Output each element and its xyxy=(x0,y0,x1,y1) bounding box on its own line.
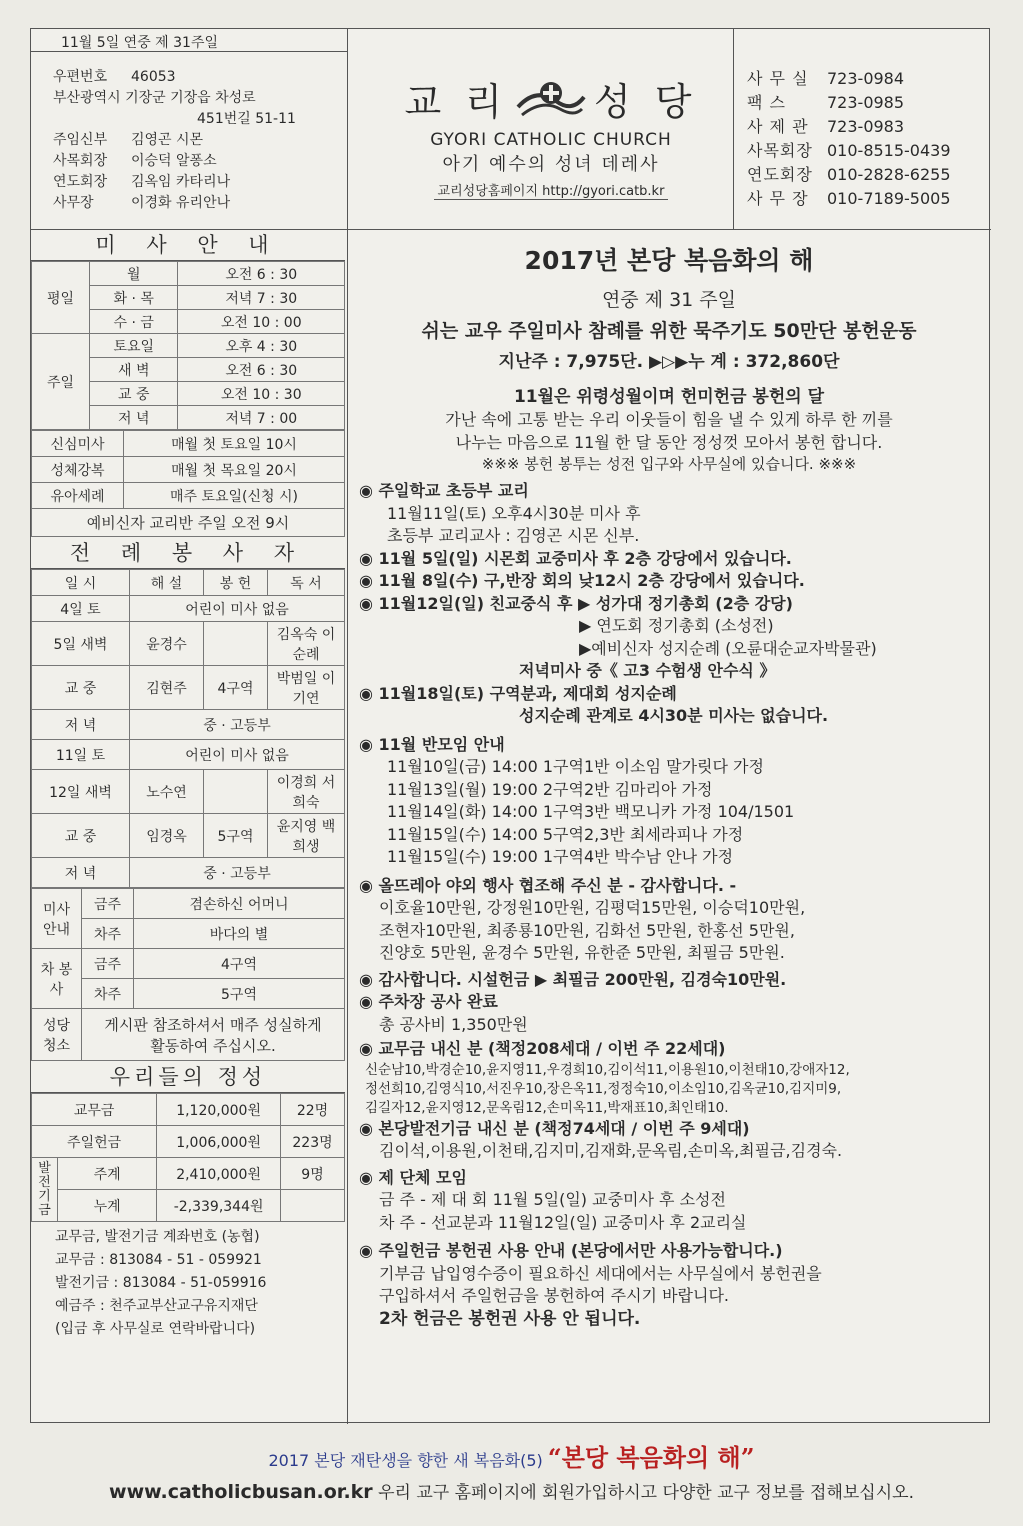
notice-meeting: ◉ 11월 8일(수) 구,반장 회의 낮12시 2층 강당에서 있습니다. xyxy=(359,571,805,590)
november-title: 11월은 위령성월이며 헌미헌금 봉헌의 달 xyxy=(513,387,825,407)
notice-dues: ◉ 교무금 내신 분 (책정208세대 / 이번 주 22세대) xyxy=(359,1039,726,1058)
servers-title: 전 례 봉 사 자 xyxy=(31,537,345,569)
phone-list: 사 무 실 723-0984 팩 스 723-0985 사 제 관 723-0983 사목회장 010-8515-0439 연도회장 010-2828-6255 사 무 장 010-7189-5005 xyxy=(747,69,951,208)
main-title: 2017년 본당 복음화의 해 xyxy=(524,246,814,275)
service-table: 미사 안내 금주 겸손하신 어머니 차주 바다의 별 차 봉사 금주 4구역 차주 5구역 성당 청소 게시판 참조하셔서 매주 성실하게 활동하여 주십시오. xyxy=(31,888,345,1061)
notice-groups: ◉ 제 단체 모임 xyxy=(359,1167,467,1187)
bulletin-sheet xyxy=(30,28,990,1423)
special-mass-table: 신심미사 매월 첫 토요일 10시 성체강복 매월 첫 목요일 20시 유아세례 매주 토요일(신청 시) 예비신자 교리반 주일 오전 9시 xyxy=(31,430,345,537)
servers-table: 일 시 해 설 봉 헌 독 서 4일 토 어린이 미사 없음 5일 새벽 윤경수 김옥숙 이순례 교 중 김현주 4구역 박범일 이기연 저 녁 중 · 고등부 11일 토 어린이 미사 없음 12일 새벽 노수연 이경희 서희숙 교 중 임경옥 5구역 윤지영 백희생 저 녁 중 · 고등부 xyxy=(31,569,345,888)
right-column: 2017년 본당 복음화의 해 연중 제 31 주일 쉬는 교우 주일미사 참례를 위한 묵주기도 50만단 봉헌운동 지난주 : 7,975단. ▶▷▶누 계 : 372,860단 11월은 위령성월이며 헌미헌금 봉헌의 달 가난 속에 고통 받는 우리 이웃들이 힘을 낼 수 있게 하루 한 끼를 나누는 마음으로 11월 한 달 동안 정성껏 모아서 봉헌 합니다. ※※※ 봉헌 봉투는 성전 입구와 사무실에 있습니다. ※※※ ◉ 주일학교 초등부 교리 11월11일(토) 오후4시30분 미사 후 초등부 교리교사 : 김영곤 시몬 신부. ◉ 11월 5일(일) 시몬회 교중미사 후 2층 강당에서 있습니다. ◉ 11월 8일(수) 구,반장 회의 낮12시 2층 강당에서 있습니다. ◉ 11월12일(일) 친교중식 후 ▶ 성가대 정기총회 (2층 강당) ▶ 연도회 정기총회 (소성전) ▶예비신자 성지순례 (오륜대순교자박물관) 저녁미사 중《 고3 수험생 안수식 》 ◉ 11월18일(토) 구역분과, 제대회 성지순례 성지순례 관계로 4시30분 미사는 없습니다. ◉ 11월 반모임 안내 11월10일(금) 14:00 1구역1반 이소임 말가릿다 가정 11월13일(월) 19:00 2구역2반 김마리아 가정 11월14일(화) 14:00 1구역3반 백모니카 가정 104/1501 11월15일(수) 14:00 5구역2,3반 최세라피나 가정 11월15일(수) 19:00 1구역4반 박수남 안나 가정 ◉ 올뜨레아 야외 행사 협조해 주신 분 - 감사합니다. - 이호율10만원, 강정원10만원, 김평덕15만원, 이승덕10만원, 조현자10만원, 최종룡10만원, 김화선 5만원, 한홍선 5만원, 진양호 5만원, 윤경수 5만원, 유한준 5만원, 최필금 5만원. ◉ 감사합니다. 시설헌금 ▶ 최필금 200만원, 김경숙10만원. ◉ 주차장 공사 완료 총 공사비 1,350만원 ◉ 교무금 내신 분 (책정208세대 / 이번 주 22세대) 신순남10,박경순10,윤지영11,우경희10,김이석11,이용원10,이천태10,강애자12, 정선희10,김영식10,서진우10,장은옥11,정정숙10,이소임10,김옥균10,김지미9, 김길자12,윤지영12,문옥림12,손미옥11,박재표10,최인태10. ◉ 본당발전기금 내신 분 (책정74세대 / 이번 주 9세대) 김이석,이용원,이천태,김지미,김재화,문옥림,손미옥,최필금,김경숙. ◉ 제 단체 모임 금 주 - 제 대 회 11월 5일(일) 교중미사 후 소성전 차 주 - 선교분과 11월12일(일) 교중미사 후 2교리실 ◉ 주일헌금 봉헌권 사용 안내 (본당에서만 사용가능합니다.) 기부금 납입영수증이 필요하신 세대에서는 사무실에서 봉헌권을 구입하셔서 주일헌금을 봉헌하여 주시기 바랍니다. 2차 헌금은 봉헌권 사용 안 됩니다. xyxy=(349,229,989,1330)
notice-parking: ◉ 주차장 공사 완료 xyxy=(359,992,498,1011)
sunday-title: 연중 제 31 주일 xyxy=(601,289,737,311)
divider xyxy=(31,51,347,52)
account-info: 교무금, 발전기금 계좌번호 (농협) 교무금 : 813084 - 51 - 059921 발전기금 : 813084 - 51-059916 예금주 : 천주교부산교구유지재단 (입금 후 사무실로 연락바랍니다) xyxy=(55,1229,267,1337)
rosary-tally: 지난주 : 7,975단. ▶▷▶누 계 : 372,860단 xyxy=(498,352,840,372)
mass-table: 평일 월 오전 6 : 30 화 · 목 저녁 7 : 30 수 · 금 오전 10 : 00 주일 토요일 오후 4 : 30 새 벽 오전 6 : 30 교 중 오전 10 : 30 저 녁 저녁 7 : 00 xyxy=(31,261,345,430)
parish-info: 우편번호 46053 부산광역시 기장군 기장읍 차성로 451번길 51-11 주임신부 김영곤 시몬 사목회장 이승덕 알퐁소 연도회장 김옥임 카타리나 사무장 이경화 유리안나 xyxy=(53,69,296,211)
notice-sunday-school: ◉ 주일학교 초등부 교리 xyxy=(359,481,529,500)
left-column xyxy=(31,229,345,1341)
offering-table: 교무금 1,120,000원 22명 주일헌금 1,006,000원 223명 발전기금 주계 2,410,000원 9명 누계 -2,339,344원 xyxy=(31,1093,345,1222)
diocese-url[interactable]: www.catholicbusan.or.kr xyxy=(109,1481,373,1503)
notice-choir: ◉ 11월12일(일) 친교중식 후 ▶ 성가대 정기총회 (2층 강당) xyxy=(359,593,793,613)
issue-date: 11월 5일 연중 제 31주일 xyxy=(61,35,219,51)
campaign-title: 쉬는 교우 주일미사 참례를 위한 묵주기도 50만단 봉헌운동 xyxy=(421,320,917,342)
notice-thanks: ◉ 올뜨레아 야외 행사 협조해 주신 분 - 감사합니다. - xyxy=(359,875,737,895)
homepage-link[interactable]: 교리성당홈페이지 http://gyori.catb.kr xyxy=(434,180,669,200)
notice-development: ◉ 본당발전기금 내신 분 (책정74세대 / 이번 주 9세대) xyxy=(359,1118,750,1138)
footer-diocese: www.catholicbusan.or.kr 우리 교구 홈페이지에 회원가입하시고 다양한 교구 정보를 접해보십시오. xyxy=(109,1481,914,1503)
church-logo: 교 리 성 당 GYORI CATHOLIC CHURCH 아기 예수의 성녀 데레사 교리성당홈페이지 http://gyori.catb.kr xyxy=(381,71,721,200)
notice-facility: ◉ 감사합니다. 시설헌금 ▶ 최필금 200만원, 김경숙10만원. xyxy=(359,969,787,989)
notice-simon: ◉ 11월 5일(일) 시몬회 교중미사 후 2층 강당에서 있습니다. xyxy=(359,548,792,568)
column-divider xyxy=(347,29,348,1424)
cross-wave-icon xyxy=(516,77,586,121)
mass-title: 미 사 안 내 xyxy=(31,229,345,261)
notice-pilgrimage: ◉ 11월18일(토) 구역분과, 제대회 성지순례 xyxy=(359,683,677,703)
notice-group-meeting: ◉ 11월 반모임 안내 xyxy=(359,734,505,754)
header-divider xyxy=(733,29,734,229)
footer-slogan: 2017 본당 재탄생을 향한 새 복음화(5) “본당 복음화의 해” xyxy=(268,1443,755,1472)
offering-title: 우리들의 정성 xyxy=(31,1061,345,1093)
notice-offering-ticket: ◉ 주일헌금 봉헌권 사용 안내 (본당에서만 사용가능합니다.) xyxy=(359,1241,783,1260)
